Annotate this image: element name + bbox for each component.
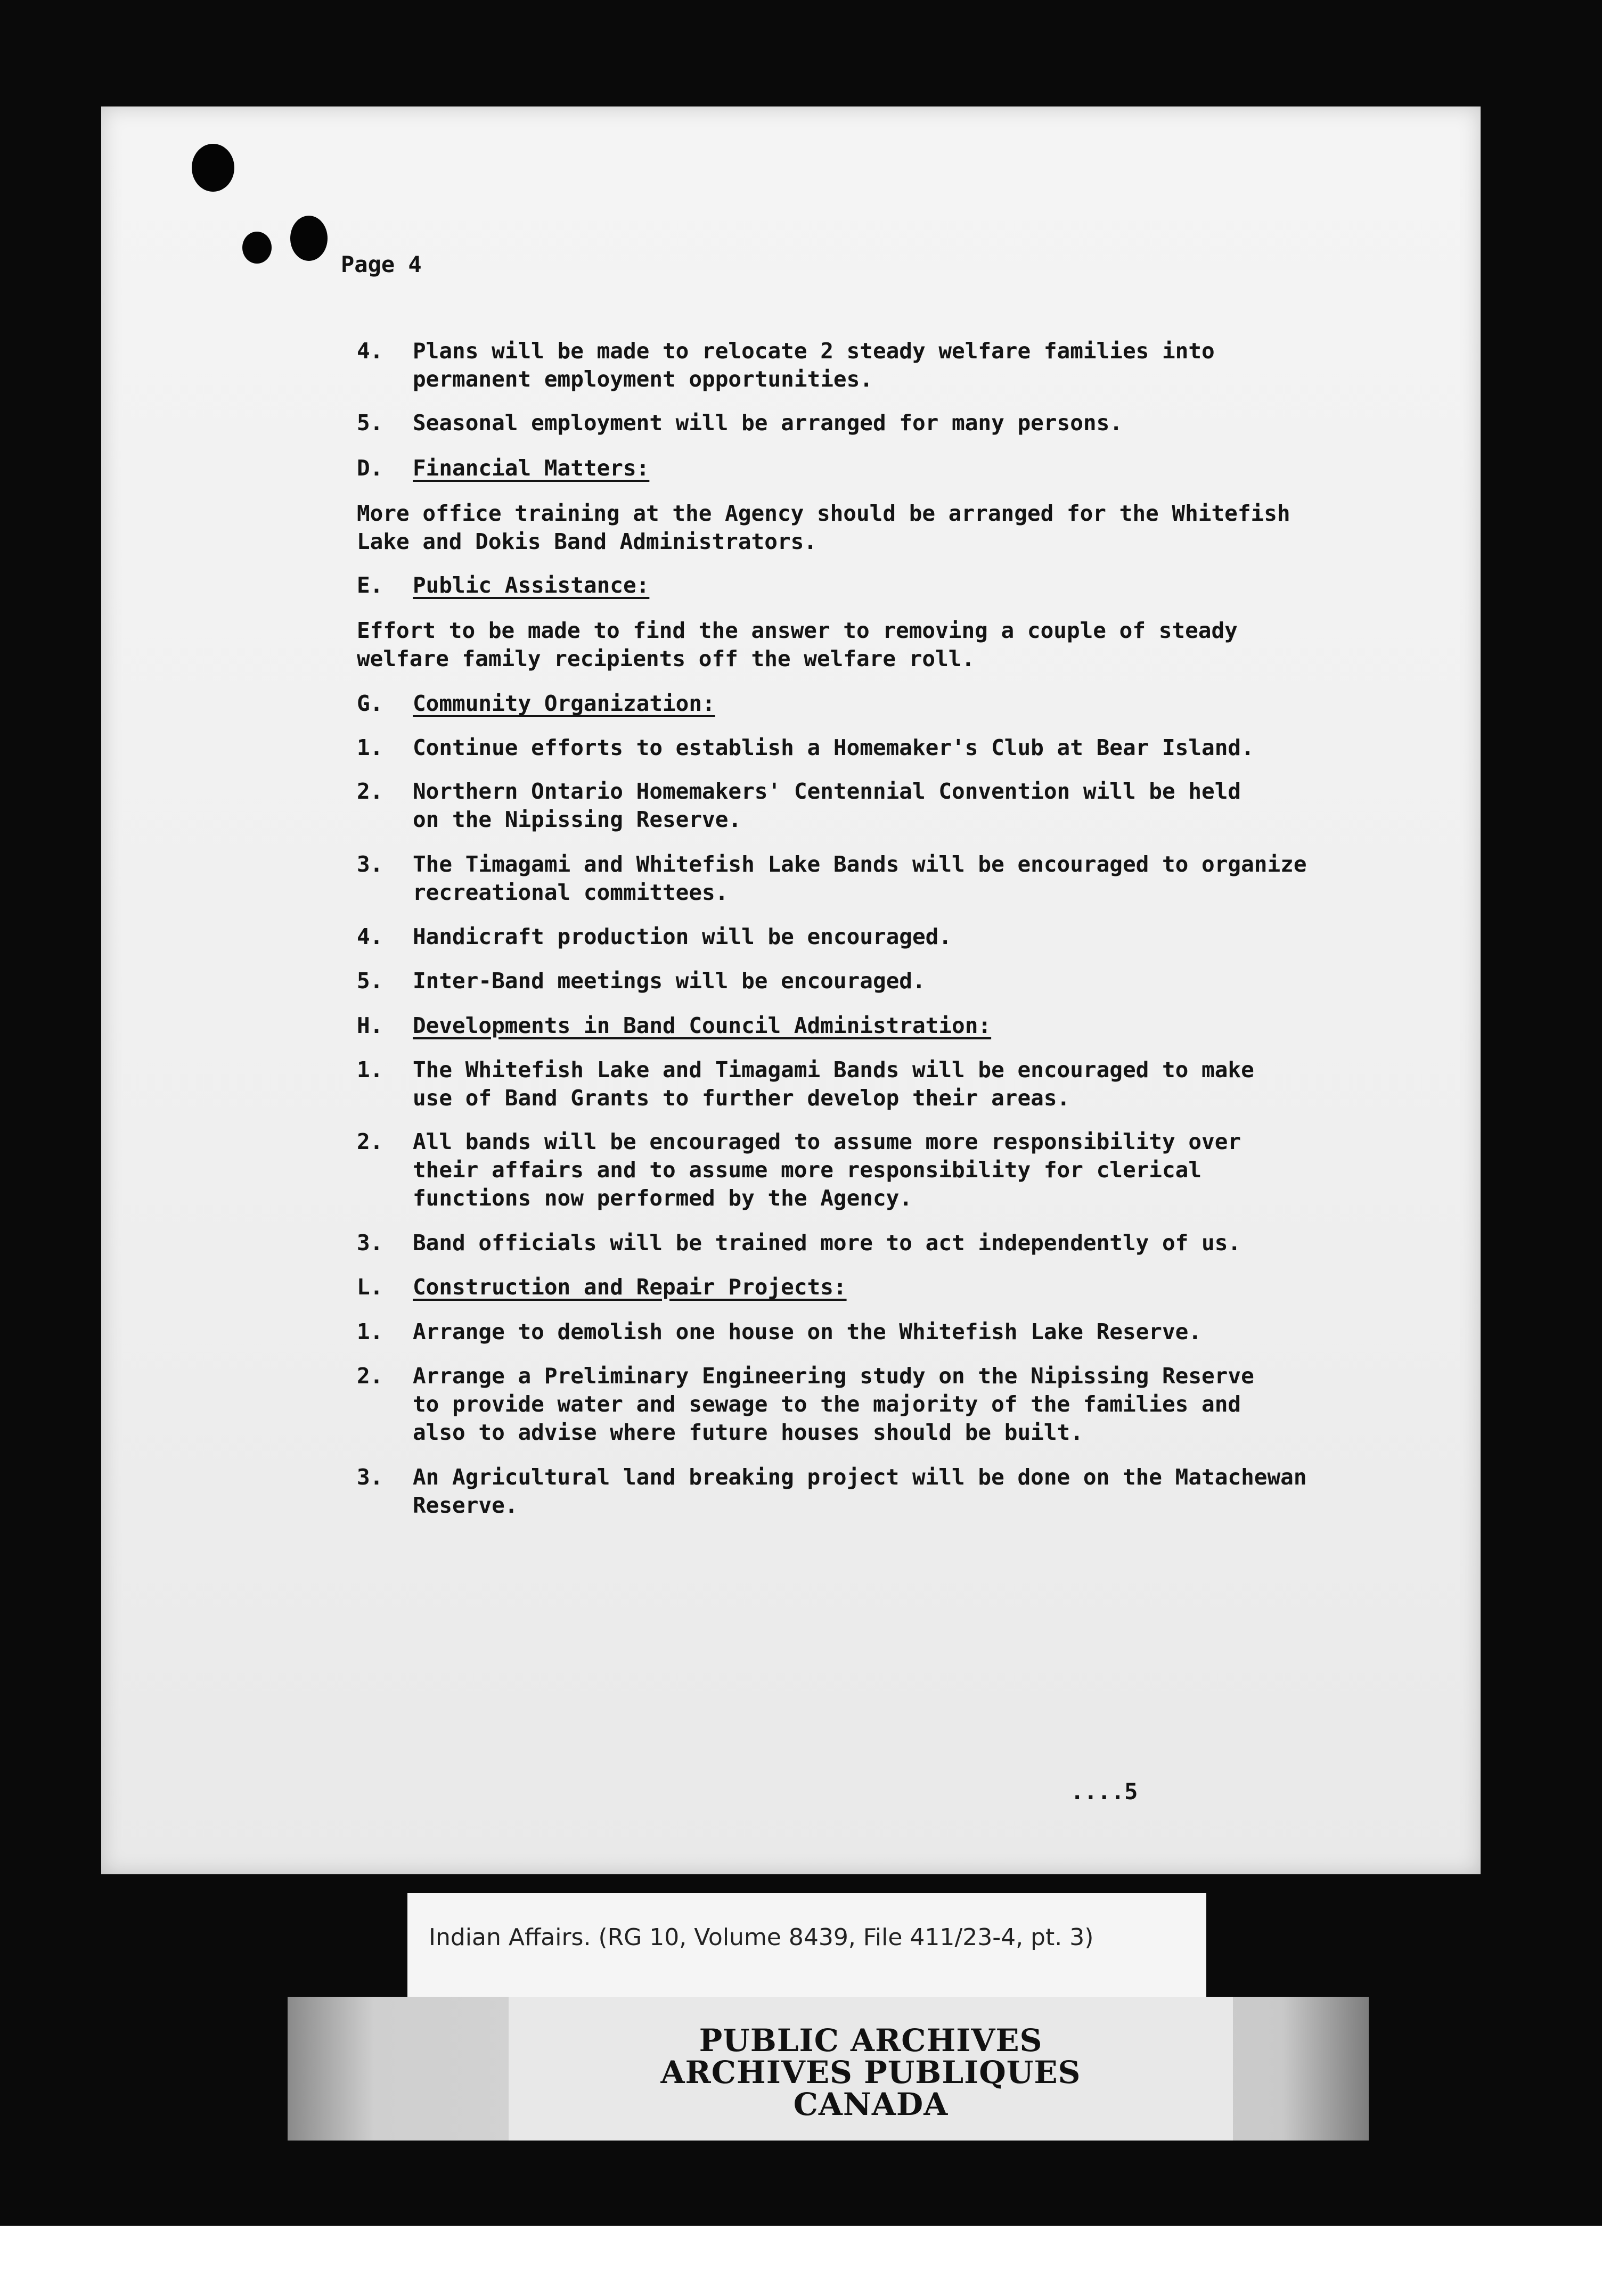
text-line: Arrange to demolish one house on the Whitefish Lake Reserve. xyxy=(413,1319,1202,1344)
text-line: More office training at the Agency should be arranged for the Whitefish xyxy=(357,501,1290,526)
document-page xyxy=(101,106,1481,1874)
text-line: Continue efforts to establish a Homemaker's Club at Bear Island. xyxy=(413,735,1254,760)
archive-caption-text: Indian Affairs. (RG 10, Volume 8439, File 411/23-4, pt. 3) xyxy=(429,1924,1094,1951)
list-marker: L. xyxy=(357,1274,383,1300)
list-marker: 1. xyxy=(357,735,383,760)
page-number-label: Page 4 xyxy=(341,251,422,277)
text-line: Effort to be made to find the answer to removing a couple of steady xyxy=(357,618,1238,643)
text-line: Band officials will be trained more to act independently of us. xyxy=(413,1230,1241,1256)
section-heading: Construction and Repair Projects: xyxy=(413,1274,847,1300)
text-line: to provide water and sewage to the majority of the families and xyxy=(413,1391,1241,1417)
section-heading: Public Assistance: xyxy=(413,572,650,598)
text-line: use of Band Grants to further develop their areas. xyxy=(413,1085,1070,1111)
text-line: Seasonal employment will be arranged for many persons. xyxy=(413,410,1123,436)
section-heading: Community Organization: xyxy=(413,691,715,716)
list-marker: 2. xyxy=(357,778,383,804)
text-line: All bands will be encouraged to assume more responsibility over xyxy=(413,1129,1241,1154)
list-marker: 1. xyxy=(357,1319,383,1344)
bottom-margin xyxy=(0,2226,1602,2296)
archive-stamp xyxy=(288,1997,1369,2141)
stamp-line-3: CANADA xyxy=(793,2086,949,2122)
list-marker: 1. xyxy=(357,1057,383,1083)
list-marker: 3. xyxy=(357,851,383,877)
text-line: welfare family recipients off the welfare roll. xyxy=(357,646,975,671)
text-line: permanent employment opportunities. xyxy=(413,366,873,392)
page-continuation: ....5 xyxy=(1070,1778,1138,1805)
list-marker: 3. xyxy=(357,1230,383,1256)
text-line: also to advise where future houses should be built. xyxy=(413,1420,1083,1445)
ink-blot xyxy=(290,216,328,261)
list-marker: H. xyxy=(357,1013,383,1038)
list-marker: 2. xyxy=(357,1363,383,1389)
archive-caption-label xyxy=(407,1893,1206,1999)
list-marker: 5. xyxy=(357,410,383,436)
list-marker: 4. xyxy=(357,924,383,949)
list-marker: 4. xyxy=(357,338,383,364)
section-heading: Developments in Band Council Administration: xyxy=(413,1013,992,1038)
text-line: Reserve. xyxy=(413,1493,518,1518)
text-line: Inter-Band meetings will be encouraged. xyxy=(413,968,926,994)
text-line: The Timagami and Whitefish Lake Bands will be encouraged to organize xyxy=(413,851,1307,877)
text-line: The Whitefish Lake and Timagami Bands will be encouraged to make xyxy=(413,1057,1254,1083)
stamp-line-1: PUBLIC ARCHIVES xyxy=(699,2022,1043,2059)
list-marker: 5. xyxy=(357,968,383,994)
section-heading: Financial Matters: xyxy=(413,455,650,481)
list-marker: E. xyxy=(357,572,383,598)
text-line: An Agricultural land breaking project will be done on the Matachewan xyxy=(413,1464,1307,1490)
text-line: Northern Ontario Homemakers' Centennial Convention will be held xyxy=(413,778,1241,804)
ink-blot xyxy=(242,232,272,264)
list-marker: D. xyxy=(357,455,383,481)
text-line: Handicraft production will be encouraged. xyxy=(413,924,952,949)
ink-blot xyxy=(192,144,234,192)
list-marker: G. xyxy=(357,691,383,716)
text-line: Lake and Dokis Band Administrators. xyxy=(357,529,817,554)
text-line: Arrange a Preliminary Engineering study on the Nipissing Reserve xyxy=(413,1363,1254,1389)
list-marker: 3. xyxy=(357,1464,383,1490)
text-line: recreational committees. xyxy=(413,880,729,905)
text-line: Plans will be made to relocate 2 steady welfare families into xyxy=(413,338,1215,364)
text-line: their affairs and to assume more responsibility for clerical xyxy=(413,1157,1202,1183)
stamp-line-2: ARCHIVES PUBLIQUES xyxy=(660,2054,1081,2090)
archive-stamp-label xyxy=(509,1997,1233,2141)
text-line: on the Nipissing Reserve. xyxy=(413,807,742,832)
list-marker: 2. xyxy=(357,1129,383,1154)
text-line: functions now performed by the Agency. xyxy=(413,1185,912,1211)
